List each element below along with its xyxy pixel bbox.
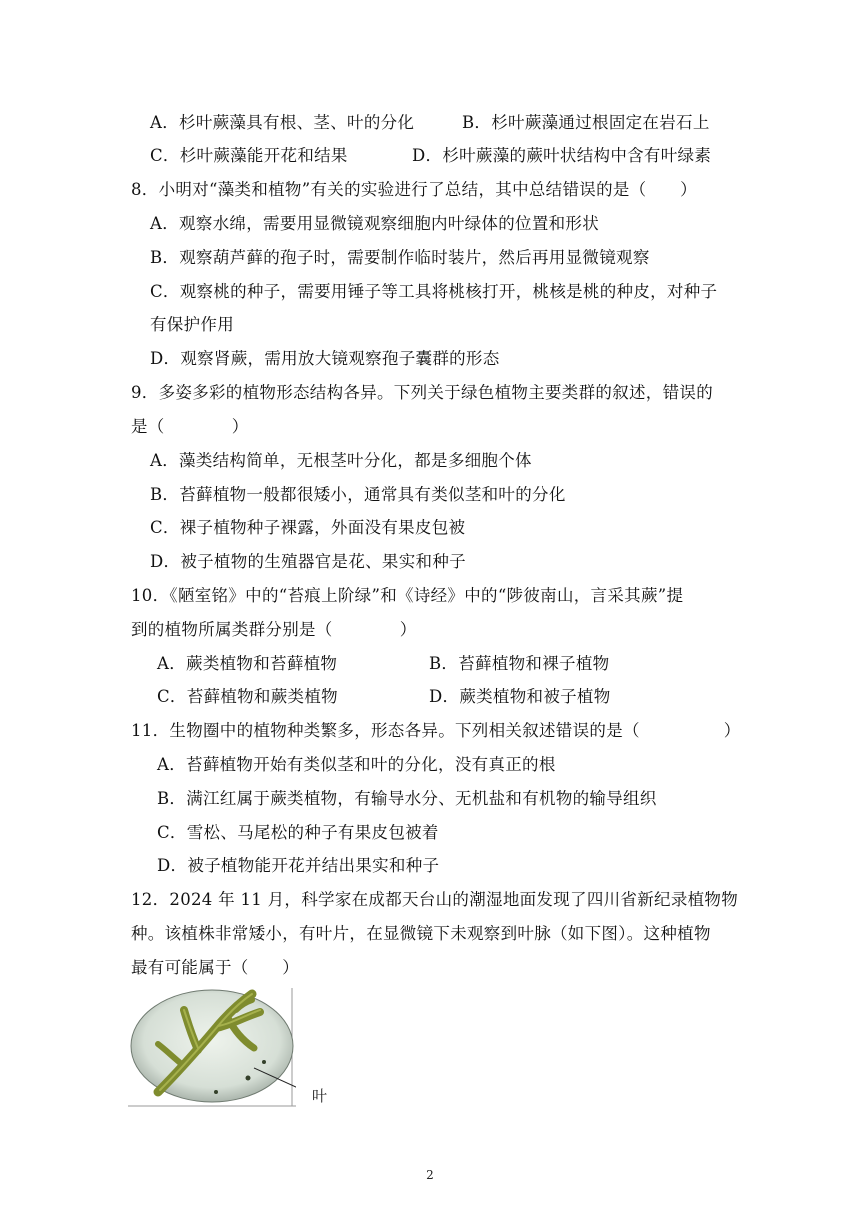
q8-option-c-line1: C．观察桃的种子，需要用锤子等工具将桃核打开，桃核是桃的种皮，对种子 [150,282,718,301]
q7-option-a: A．杉叶蕨藻具有根、茎、叶的分化 [150,113,415,132]
moss-microscope-figure [128,988,296,1108]
q8-option-d: D．观察肾蕨，需用放大镜观察孢子囊群的形态 [150,349,500,368]
q7-option-b: B．杉叶蕨藻通过根固定在岩石上 [462,113,710,132]
q9-stem-line2: 是（ ） [131,417,249,436]
q10-option-a: A．蕨类植物和苔藓植物 [157,654,338,673]
q12-stem-line3: 最有可能属于（ ） [131,958,299,977]
q9-option-a: A．藻类结构简单，无根茎叶分化，都是多细胞个体 [150,451,532,470]
q9-stem-line1: 9．多姿多彩的植物形态结构各异。下列关于绿色植物主要类群的叙述，错误的 [131,383,713,402]
q10-stem-line1: 10．《陋室铭》中的“苔痕上阶绿”和《诗经》中的“陟彼南山，言采其蕨”提 [131,586,684,605]
q11-option-c: C．雪松、马尾松的种子有果皮包被着 [157,823,439,842]
q11-stem: 11．生物圈中的植物种类繁多，形态各异。下列相关叙述错误的是（ ） [131,721,741,740]
page-number: 2 [426,1168,434,1182]
leaf-label: 叶 [312,1087,328,1105]
q12-stem-line2: 种。该植株非常矮小，有叶片，在显微镜下未观察到叶脉（如下图）。这种植物 [131,924,711,943]
q8-option-c-line2: 有保护作用 [150,315,234,334]
q8-stem: 8．小明对“藻类和植物”有关的实验进行了总结，其中总结错误的是（ ） [131,180,697,199]
q10-option-c: C．苔藓植物和蕨类植物 [157,687,338,706]
q10-option-b: B．苔藓植物和裸子植物 [429,654,610,673]
q11-option-a: A．苔藓植物开始有类似茎和叶的分化，没有真正的根 [157,755,556,774]
q11-option-b: B．满江红属于蕨类植物，有输导水分、无机盐和有机物的输导组织 [157,789,657,808]
q10-stem-line2: 到的植物所属类群分别是（ ） [131,620,417,639]
q9-option-b: B．苔藓植物一般都很矮小，通常具有类似茎和叶的分化 [150,485,566,504]
q11-option-d: D．被子植物能开花并结出果实和种子 [157,856,440,875]
q7-option-c: C．杉叶蕨藻能开花和结果 [150,146,348,165]
q12-stem-line1: 12．2024 年 11 月，科学家在成都天台山的潮湿地面发现了四川省新纪录植物物 [131,890,739,909]
q7-option-d: D．杉叶蕨藻的蕨叶状结构中含有叶绿素 [412,146,712,165]
q10-option-d: D．蕨类植物和被子植物 [429,687,611,706]
q8-option-a: A．观察水绵，需要用显微镜观察细胞内叶绿体的位置和形状 [150,214,600,233]
q9-option-d: D．被子植物的生殖器官是花、果实和种子 [150,552,466,571]
q9-option-c: C．裸子植物种子裸露，外面没有果皮包被 [150,518,466,537]
moss-microscope-image [128,988,296,1108]
q8-option-b: B．观察葫芦藓的孢子时，需要制作临时装片，然后再用显微镜观察 [150,248,650,267]
